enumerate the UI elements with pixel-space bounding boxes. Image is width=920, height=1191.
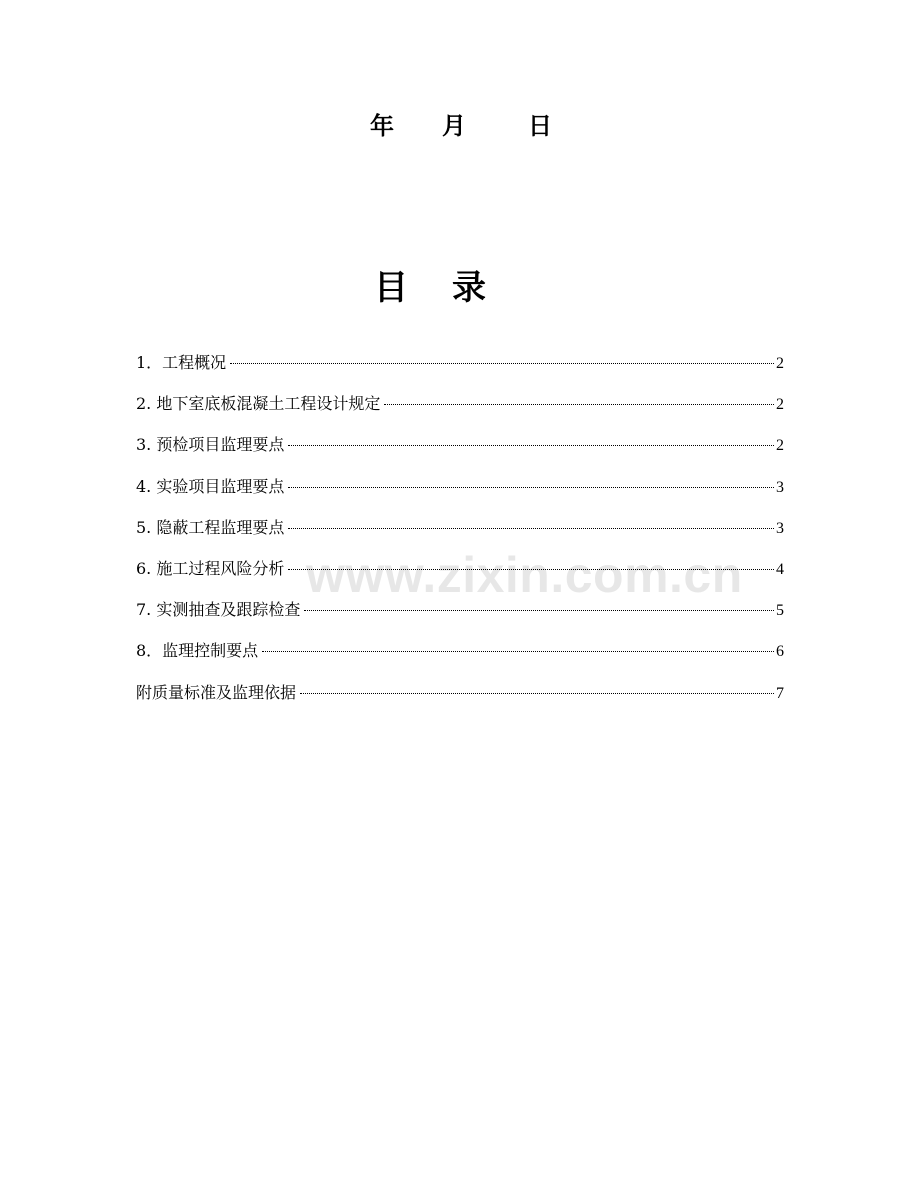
toc-dot-leader bbox=[384, 404, 774, 405]
toc-title-char-2: 录 bbox=[452, 268, 486, 308]
toc-entry-label: 6. 施工过程风险分析 bbox=[136, 558, 285, 578]
toc-entry[interactable] bbox=[136, 430, 784, 471]
toc-entry-page: 6 bbox=[776, 643, 784, 661]
toc-title bbox=[0, 258, 920, 318]
toc-entry-page: 4 bbox=[776, 560, 784, 578]
toc-entry[interactable] bbox=[136, 389, 784, 430]
toc-title-char-1: 目 bbox=[374, 268, 408, 308]
toc-entry-page: 5 bbox=[776, 602, 784, 620]
watermark: www.zixin.com.cn bbox=[306, 547, 743, 603]
date-year-label: 年 bbox=[370, 111, 394, 140]
toc-list bbox=[136, 348, 784, 719]
toc-entry[interactable] bbox=[136, 348, 784, 389]
toc-dot-leader bbox=[230, 363, 774, 364]
toc-entry-label: 3. 预检项目监理要点 bbox=[136, 435, 285, 455]
date-day-label: 日 bbox=[528, 111, 552, 140]
toc-entry-page: 2 bbox=[776, 355, 784, 372]
toc-entry-page: 3 bbox=[776, 519, 784, 537]
toc-entry[interactable] bbox=[136, 554, 784, 595]
date-month-label: 月 bbox=[442, 111, 466, 140]
toc-dot-leader bbox=[288, 569, 774, 570]
toc-entry-page: 3 bbox=[776, 478, 784, 496]
toc-entry-label: 8．监理控制要点 bbox=[136, 641, 259, 661]
toc-entry-page: 2 bbox=[776, 396, 784, 414]
date-line bbox=[0, 106, 920, 146]
toc-entry-page: 7 bbox=[776, 684, 784, 702]
toc-entry[interactable] bbox=[136, 472, 784, 513]
toc-entry-label: 附质量标准及监理依据 bbox=[136, 682, 297, 702]
toc-entry[interactable] bbox=[136, 595, 784, 636]
toc-entry[interactable] bbox=[136, 636, 784, 677]
toc-dot-leader bbox=[288, 528, 774, 529]
toc-entry-label: 2. 地下室底板混凝土工程设计规定 bbox=[136, 394, 381, 414]
toc-entry-label: 7. 实测抽查及跟踪检查 bbox=[136, 600, 301, 620]
toc-entry-label: 4. 实验项目监理要点 bbox=[136, 476, 285, 496]
toc-dot-leader bbox=[288, 445, 774, 446]
toc-dot-leader bbox=[304, 610, 774, 611]
toc-entry-label: 1．工程概况 bbox=[136, 353, 227, 372]
toc-entry-label: 5. 隐蔽工程监理要点 bbox=[136, 517, 285, 537]
toc-entry[interactable] bbox=[136, 513, 784, 554]
toc-dot-leader bbox=[288, 487, 774, 488]
toc-dot-leader bbox=[300, 693, 774, 694]
toc-entry-page: 2 bbox=[776, 437, 784, 455]
toc-dot-leader bbox=[262, 651, 774, 652]
toc-entry[interactable] bbox=[136, 678, 784, 719]
